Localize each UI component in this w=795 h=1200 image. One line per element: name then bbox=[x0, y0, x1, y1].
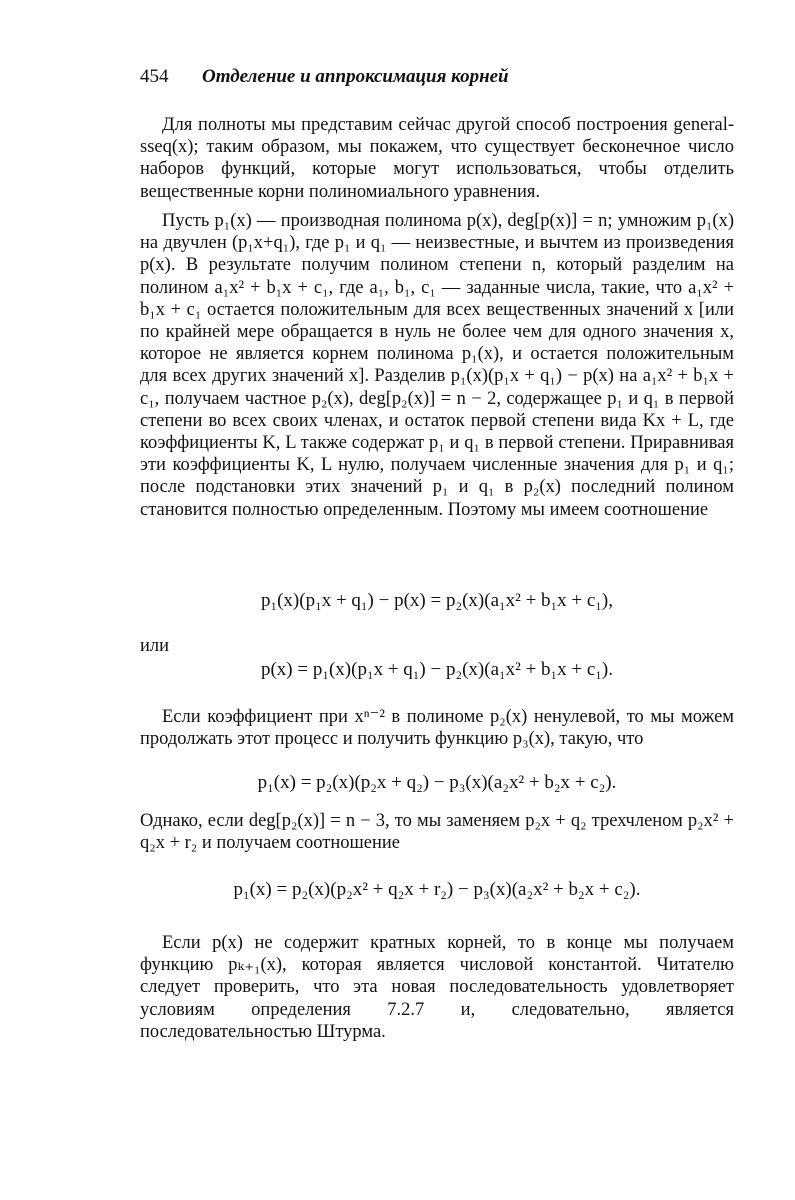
formula-relation-3: p₁(x) = p₂(x)(p₂x + q₂) − p₃(x)(a₂x² + b₂x + c₂). bbox=[257, 772, 617, 793]
formula-relation-1: p₁(x)(p₁x + q₁) − p(x) = p₂(x)(a₁x² + b₁x + c₁), bbox=[260, 590, 614, 611]
paragraph-trinomial: Однако, если deg[p₂(x)] = n − 3, то мы заменяем p₂x + q₂ трехчленом p₂x² + q₂x + r₂ и получаем соотношение bbox=[140, 811, 734, 854]
running-title: Отделение и аппроксимация корней bbox=[202, 66, 509, 87]
page-number: 454 bbox=[140, 66, 169, 87]
formula-relation-4: p₁(x) = p₂(x)(p₂x² + q₂x + r₂) − p₃(x)(a₂x² + b₂x + c₂). bbox=[233, 879, 641, 900]
connector-or: или bbox=[140, 636, 170, 656]
paragraph-continue: Если коэффициент при xⁿ⁻² в полиноме p₂(x) ненулевой, то мы можем продолжать этот процесс и получить функцию p₃(x), такую, что bbox=[140, 707, 734, 750]
paragraph-construction: Пусть p₁(x) — производная полинома p(x), deg[p(x)] = n; умножим p₁(x) на двучлен (p₁x+q₁), где p₁ и q₁ — неизвестные, и вычтем из произведения p(x). В результате получим полином степени n, который разделим на полином a₁x² + b₁x + c₁, где a₁, b₁, c₁ — заданные числа, такие, что a₁x² + b₁x + c₁ остается положительным для всех вещественных значений x [или по крайней мере обращается в нуль не более чем для одного значения x, которое не является корнем полинома p₁(x), и остается положительным для всех других значений x]. Разделив p₁(x)(p₁x + q₁) − p(x) на a₁x² + b₁x + c₁, получаем частное p₂(x), deg[p₂(x)] = n − 2, содержащее p₁ и q₁ в первой степени во всех своих членах, и остаток первой степени вида Kx + L, где коэффициенты K, L также содержат p₁ и q₁ в первой степени. Приравнивая эти коэффициенты K, L нулю, получаем численные значения для p₁ и q₁; после подстановки этих значений p₁ и q₁ в p₂(x) последний полином становится полностью определенным. Поэтому мы имеем соотношение bbox=[140, 211, 734, 520]
paragraph-conclusion: Если p(x) не содержит кратных корней, то в конце мы получаем функцию pₖ₊₁(x), которая является числовой константой. Читателю следует проверить, что эта новая последовательность удовлетворяет условиям определения 7.2.7 и, следовательно, является последовательностью Штурма. bbox=[140, 933, 734, 1042]
paragraph-intro: Для полноты мы представим сейчас другой способ построения general-sseq(x); таким образом, мы покажем, что существует бесконечное число наборов функций, которые могут использоваться, чтобы отделить вещественные корни полиномиального уравнения. bbox=[140, 115, 734, 202]
formula-relation-2: p(x) = p₁(x)(p₁x + q₁) − p₂(x)(a₁x² + b₁x + c₁). bbox=[260, 659, 614, 680]
page-header bbox=[140, 66, 509, 88]
